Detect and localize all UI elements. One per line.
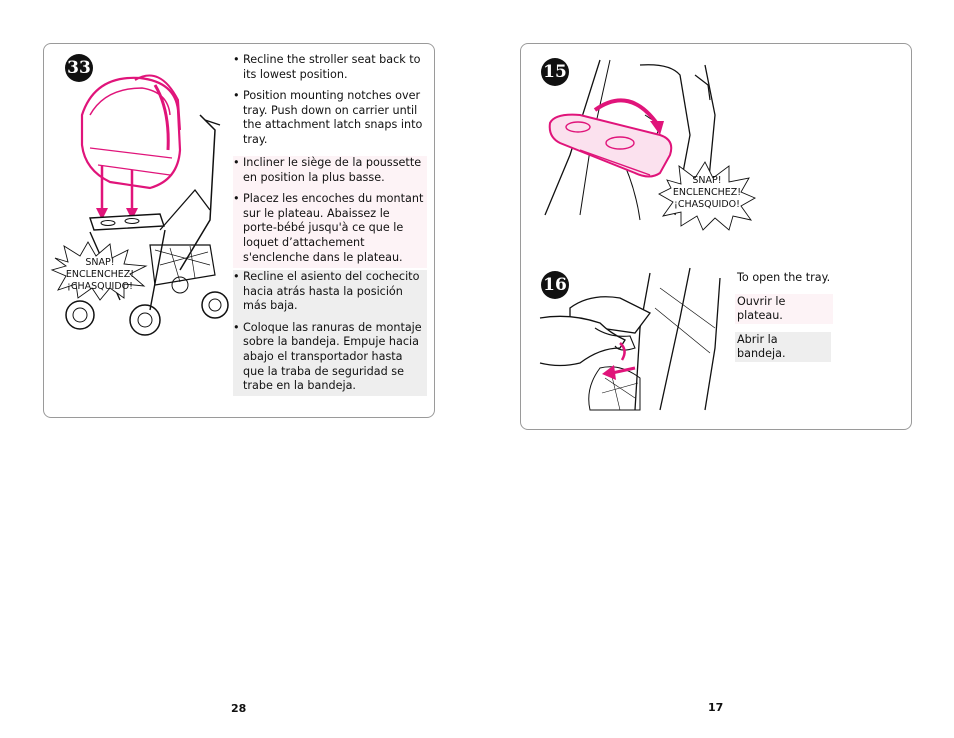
open-tray-illustration bbox=[540, 268, 725, 410]
instruction-text: Recline the stroller seat back to its lowest position. bbox=[243, 53, 421, 81]
step-number-badge: 15 bbox=[541, 58, 569, 86]
instruction-text: Recline el asiento del cochecito hacia atrás hasta la posición más baja. bbox=[243, 270, 420, 313]
english-instructions: • Recline the stroller seat back to its lowest position. • Position mounting notches over tray. Push down on carrier until the attachment latch snaps into tray. bbox=[233, 53, 423, 146]
instruction-text: Incliner le siège de la poussette en position la plus basse. bbox=[243, 156, 422, 184]
page-number: 28 bbox=[231, 702, 247, 715]
step-16-instructions bbox=[735, 270, 905, 362]
instruction-text: Placez les encoches du montant sur le plateau. Abaissez le porte-bébé jusqu'à ce que le loquet d’attachement s'enclenche dans le plateau. bbox=[243, 192, 424, 264]
snap-sound-label: SNAP! ENCLENCHEZ! ¡CHASQUIDO! bbox=[65, 257, 135, 292]
english-instruction: To open the tray. bbox=[737, 271, 831, 284]
french-instructions: • Incliner le siège de la poussette en position la plus basse. • Placez les encoches du montant sur le plateau. Abaissez le porte-bébé jusqu'à ce que le loquet d’attachement s'enclenche dans le plateau. bbox=[233, 156, 427, 268]
french-instruction: Ouvrir le plateau. bbox=[735, 294, 833, 324]
spanish-instructions: • Recline el asiento del cochecito hacia atrás hasta la posición más baja. • Coloque las ranuras de montaje sobre la bandeja. Empuje hacia abajo el transportador hasta que la traba de seguridad se trabe en la bandeja. bbox=[233, 270, 427, 396]
step-number-badge: 33 bbox=[65, 54, 93, 82]
spanish-instruction: Abrir la bandeja. bbox=[735, 332, 831, 362]
snap-sound-label: SNAP! ENCLENCHEZ! ¡CHASQUIDO! bbox=[672, 175, 742, 210]
instruction-text: Coloque las ranuras de montaje sobre la bandeja. Empuje hacia abajo el transportador hasta que la traba de seguridad se trabe en la bandeja. bbox=[243, 320, 422, 393]
page-number: 17 bbox=[708, 701, 724, 714]
instruction-text: Position mounting notches over tray. Push down on carrier until the attachment latch snaps into tray. bbox=[243, 89, 423, 146]
step-number-badge: 16 bbox=[541, 271, 569, 299]
